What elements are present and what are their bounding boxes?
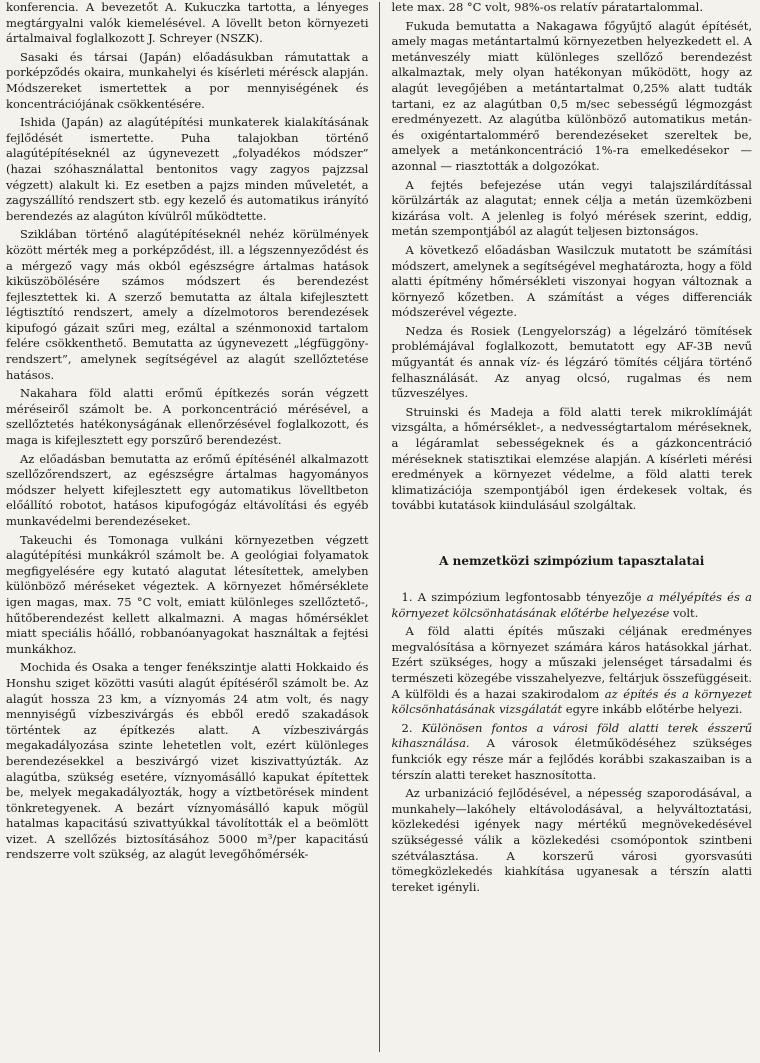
emphasized-text: az építés és a környezet kölcsönhatásának vizsgálatát	[391, 686, 752, 717]
emphasized-text: a mélyépítés és a környezet kölcsönhatásának előtérbe helyezése	[391, 590, 752, 620]
text-run: egyre inkább előtérbe helyezi.	[562, 702, 743, 717]
text-run: A föld alatti építés műszaki céljának eredményes megvalósítása a környezet számára káros hatásokkal járhat. Ezért szükséges, hogy a műszaki jelenséget társadalmi és természeti közegébe visszahelyezve, feltárjuk összefüggéseit. A külföldi és a hazai szakirodalom	[391, 624, 752, 701]
emphasized-text: Különösen fontos a városi föld alatti terek ésszerű kihasználása.	[391, 720, 752, 751]
text-run: 1. A szimpózium legfontosabb tényezője	[401, 590, 647, 604]
paragraph: Mochida és Osaka a tenger fenékszintje alatti Hokkaido és Honshu sziget közötti vasúti alagút építéséről számolt be. Az alagút hossza 23 km, a víznyomás 24 atm volt, és nagy mennyiségű vízbeszivárgás és ebből eredő szakadások történtek az építkezés alatt. A vízbeszivárgás megakadályozása szinte lehetetlen volt, ezért különleges berendezésekkel a beszivárgó vizet kiszivattyúzták. Az alagútba, szükség esetére, víznyomásálló kapukat építettek be, melyek megakadályozták, hogy a víztbetörések mindent tönkretegyenek. A bezárt víznyomásálló kapuk mögül hatalmas kapacitású szivattyúkkal távolították el a beömlött vizet. A szellőzés biztosításához 5000 m³/per kapacitású rendszerre volt szükség, az alagút levegőhőmérsék-	[6, 660, 369, 862]
paragraph: A fejtés befejezése után vegyi talajszilárdítással körülzárták az alagutat; ennek célja a metán üzemközbeni kizárása volt. A jelenleg is folyó mérések szerint, eddig, metán szempontjából az alagút teljesen biztonságos.	[391, 177, 752, 239]
numbered-item-2	[392, 721, 753, 783]
paragraph: Fukuda bemutatta a Nakagawa főgyűjtő alagút építését, amely magas metántartalmú környezetben helyezkedett el. A metánveszély miatt különleges szellőző berendezést alkalmaztak, mely olyan hatékonyan működött, hogy az alagút levegőjében a metántartalmat 0,25% alatt tudták tartani, ez az alagútban 0,5 m/sec sebességű légmozgást eredményezett. Az alagútba különböző automatikus metán- és oxigéntartalommérő berendezéseket szereltek be, amelyek a metánkoncentráció 1%-ra emelkedésekor — azonnal — riasztották a dolgozókat.	[391, 18, 752, 173]
paragraph: A következő előadásban Wasilczuk mutatott be számítási módszert, amelynek a segítségével meghatározta, hogy a föld alatti építmény hőmérsékleti viszonyai hogyan változnak a környező kőzetben. A számítást a véges differenciák módszerével végezte.	[391, 242, 752, 320]
right-column	[380, 0, 753, 1063]
paragraph: Az urbanizáció fejlődésével, a népesség szaporodásával, a munkahely—lakóhely eltávolodásával, a helyváltoztatási, közlekedési igények nagy mértékű megnövekedésével szükségessé válik a közlekedési csomópontok szintbeni szétválasztása. A korszerű városi gyorsvasúti tömegközlekedés kiahkítása ugyanesak a térszín alatti tereket igényli.	[391, 786, 752, 894]
paragraph: Takeuchi és Tomonaga vulkáni környezetben végzett alagútépítési munkákról számolt be. A geológiai folyamatok megfigyelésére egy kutató alagutat létesítettek, amelyben különböző méréseket végeztek. A környezet hőmérséklete igen magas, max. 75 °C volt, emiatt különleges szellőztető-, hűtőberendezést kellett alkalmazni. A magas hőmérséklet miatt speciális hőálló, robbanóanyagokat használtak a fejtési munkákhoz.	[6, 532, 369, 656]
text-run: A városok életműködéséhez szükséges funkciók egy része már a fejlődés korábbi szakaszaiban is a térszín alatti tereket hasznosította.	[391, 736, 752, 782]
paragraph: konferencia. A bevezetőt A. Kukuczka tartotta, a lényeges megtárgyalni valók kiemelésével. A lövellt beton környezeti ártalmaival foglalkozott J. Schreyer (NSZK).	[6, 0, 369, 46]
numbered-item-1	[392, 590, 753, 621]
paragraph: lete max. 28 °C volt, 98%-os relatív páratartalommal.	[391, 0, 703, 14]
paragraph: Nedza és Rosiek (Lengyelország) a légelzáró tömítések problémájával foglalkozott, bemutatott egy AF-3B nevű műgyantát és annak víz- és légzáró tömítés céljára történő felhasználását. Az anyag olcsó, rugalmas és nem tűzveszélyes.	[391, 323, 752, 401]
paragraph: Nakahara föld alatti erőmű építkezés során végzett méréseiről számolt be. A porkoncentráció mérésével, a szellőztetés hatékonyságának ellenőrzésével foglalkozott, és maga is kifejlesztett egy porszűrő berendezést.	[6, 386, 369, 448]
text-run: volt.	[669, 605, 699, 620]
paragraph: Az előadásban bemutatta az erőmű építésénél alkalmazott szellőzőrendszert, az egészségre ártalmas hagyományos módszer helyett kifejlesztett egy automatikus lövelltbeton előállító robotot, hatásos kipufogógáz eltávolítási és egyéb munkavédelmi berendezéseket.	[6, 451, 369, 528]
text-run: 2.	[401, 720, 422, 735]
paragraph	[392, 624, 753, 718]
paragraph: Ishida (Japán) az alagútépítési munkaterek kialakításának fejlődését ismertette. Puha talajokban történő alagútépítéseknél az úgynevezett „folyadékos módszer” (hazai szóhasználattal bentonitos vagy zagyos pajzzsal végzett) alakult ki. Ez esetben a pajzs minden műveletét, a zagyszállító rendszert stb. egy kezelő és automatikus irányító berendezés az alagúton kívülről működtette.	[6, 115, 369, 223]
section-heading: A nemzetközi szimpózium tapasztalatai	[439, 554, 705, 568]
left-column	[6, 0, 379, 1063]
two-column-layout	[6, 0, 752, 1063]
paragraph: Struinski és Madeja a föld alatti terek mikroklímáját vizsgálta, a hőmérséklet-, a nedvességtartalom méréseknek, a légáramlat sebességeknek és a gázkoncentráció méréseknek statisztikai elemzése alapján. A kísérleti mérési eredmények a környezet védelme, a föld alatti terek klimatizációja szempontjából igen érdekesek voltak, és további kutatások kiindulásául szolgáltak.	[391, 404, 752, 513]
paragraph: Sasaki és társai (Japán) előadásukban rámutattak a porképződés okaira, munkahelyi és kísérleti mérésck alapján. Módszereket ismertettek a por mennyiségének és koncentrációjának csökkentésére.	[6, 49, 369, 111]
paragraph: Sziklában történő alagútépítéseknél nehéz körülmények között mérték meg a porképződést, ill. a légszennyeződést és a mérgező vagy más okból egészségre ártalmas hatások kiküszöbölésére számos módszert és berendezést fejlesztettek ki. A szerző bemutatta az általa kifejlesztett légtisztító rendszert, amely a dízelmotoros berendezések kipufogó gázait szűri meg, ezáltal a szénmonoxid tartalom felére csökkenthető. Bemutatta az úgynevezett „légfüggöny-rendszert”, amelynek segítségével az alagút szellőztetése hatásos.	[6, 227, 369, 382]
